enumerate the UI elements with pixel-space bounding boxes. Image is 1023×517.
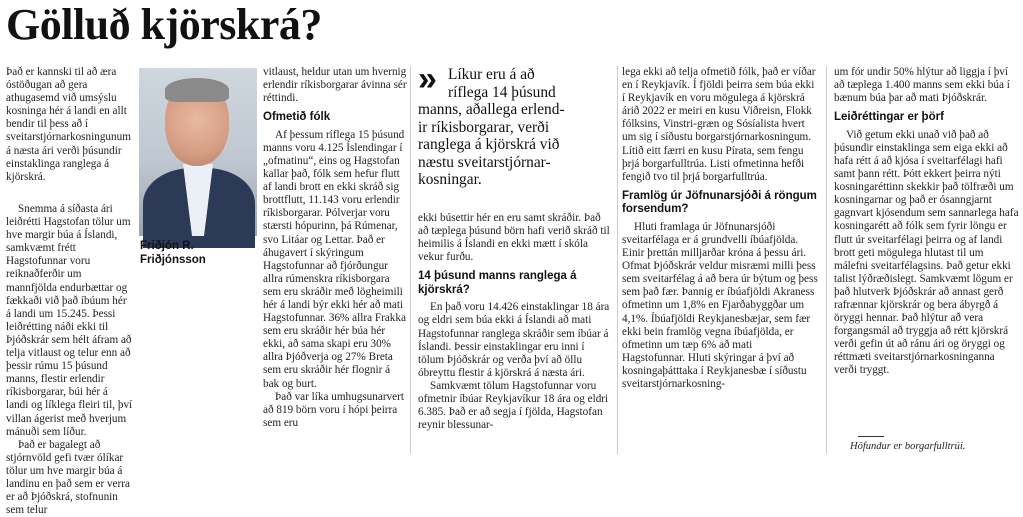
paragraph-bagalegt: Það er bagalegt að stjórnvöld gefi tvær ólíkar tölur um hve margir búa á landinu en það sem er verra er að Þjóðskrá, stofnunin sem telur xyxy=(6,438,130,517)
pull-quote-line: ir ríkisborgarar, verði xyxy=(418,118,550,136)
subhead-leidrettingar: Leiðréttingar er þörf xyxy=(834,111,944,124)
pull-quote-line: ranglega á kjörskrá við xyxy=(418,136,560,153)
paragraph-leidretting: Við getum ekki unað við það að þúsundir einstaklinga sem eiga ekki að hafa rétt á að kjósa í sveitarfélagi hafi samt þann rétt. Þótt ekkert þeirra nýti kosningaréttinn skekkir það tölfræði um kosningarnar og það er ósanngjarnt gagnvart kjósendum sem sannarlega hafa kosningarétt að fólk sem fyrir löngu er flutt úr sveitarfélagi þeirra og af landi brott geti mögulega hlutast til um málefni sveitarfélagsins. Það getur ekki talist lýðræðislegt. Samkvæmt lögum er það hlutverk Þjóðskrár að annast gerð rafrænnar kjörskrár og bera ábyrgð á öryggi hennar. Það hlýtur að vera forgangsmál að tryggja að rétt kjörskrá verði gefin út að ránu ári og öryggi og réttmæti sveitarstjórnarkosninganna verði tryggt. xyxy=(834,128,1019,377)
paragraph-born-skrad: ekki búsettir hér en eru samt skráðir. Það að tæplega þúsund börn hafi verið skráð til heimilis á Íslandi en ekki mætt í skóla vekur furðu. xyxy=(418,212,610,264)
column-divider xyxy=(826,66,827,454)
column-1-top xyxy=(6,66,133,184)
paragraph-hagstofa: Snemma á síðasta ári leiðrétti Hagstofan tölur um hve margir búa á Íslandi, samkvæmt frétt Hagstofunnar voru reiknaðferðir um mannfjölda endurbættar og fækkaði við það íbúum hér á landi um 15.245. Þessi leiðrétting náði ekki til Þjóðskrár sem hélt áfram að telja vitlaust og telur enn að þessir rúmu 15 þúsund manns, flestir erlendir ríkisborgarar, búi hér á landi og líklega fleiri til, því villan ágerist með hverjum mánuði sem líður. xyxy=(6,203,133,438)
subhead-14-thusund: 14 þúsund manns ranglega á kjörskrá? xyxy=(418,270,577,296)
paragraph-14426: En það voru 14.426 einstaklingar 18 ára og eldri sem búa ekki á Íslandi að mati Hagstofunnar ranglega skráðir sem íbúar á Íslandi. Þessir einstaklingar eru inni í tölum Þjóðskrár og verða því að öllu óbreyttu flestir á kjörskrá á næsta ári. xyxy=(418,301,610,379)
pull-quote-line: næstu sveitarstjórnar- xyxy=(418,153,551,171)
pull-quote-line: Líkur eru á að xyxy=(448,66,535,83)
paragraph-kosningathatttaka: um fór undir 50% hlýtur að liggja í því að tæplega 1.400 manns sem ekki búa í bænum búa þar að mati Þjóðskrár. xyxy=(834,66,1010,105)
author-name-line-1: Friðjón R. xyxy=(140,240,194,252)
author-signature: Höfundur er borgarfulltrúi. xyxy=(850,441,966,452)
subhead-jofnunarsjodur: Framlög úr Jöfnunarsjóði á röngum forsendum? xyxy=(622,189,817,216)
paragraph-ofmetid: Af þessum ríflega 15 þúsund manns voru 4.125 Íslendingar í „ofmatinu“, eins og Hagstofan kallar það, fólk sem hefur flutt af landi brott en ekki skráð sig brottflutt, 11.143 voru erlendir ríkisborgarar. Pólverjar voru stærsti hópurinn, þá Rúmenar, svo Litáar og Lettar. Það er áhugavert í skýringum Hagstofunnar að fjórðungur allra rúmenskra ríkisborgara sem eru skráðir með lögheimili hér á landi býr ekki hér að mati Hagstofunnar. 36% allra Frakka sem eru skráðir hér búa hér ekki, að sama skapi eru 30% allra Þjóðverja og 27% Breta sem eru skráðir hér flognir á bak og burt. xyxy=(263,128,406,390)
signature-rule xyxy=(858,436,884,437)
author-portrait xyxy=(139,68,257,236)
paragraph-vitlaust: vitlaust, heldur utan um hvernig erlendir ríkisborgarar ávinna sér réttindi. xyxy=(263,66,407,105)
headline: Gölluð kjörskrá? xyxy=(6,0,322,49)
column-4 xyxy=(622,66,818,458)
column-1-bottom xyxy=(6,197,133,517)
column-divider xyxy=(617,66,618,454)
column-5 xyxy=(834,66,1020,432)
paragraph-framlog: Hluti framlaga úr Jöfnunarsjóði sveitarfélaga er á grundvelli íbúafjölda. Einir þrettán milljarðar króna á þessu ári. Ofmat Þjóðskrár veldur misræmi milli þess sem sveitarfélag á að bera úr býtum og þess sem það fær. Þannig er íbúafjöldi Akraness ofmetinn um 1,8% en Fjarðabyggðar um 4,1%. Íbúafjöldi Reykjanesbæjar, sem fær ekki bein framlög vegna íbúafjölda, er ofmetinn um tæp 6% að mati Hagstofunnar. Hluti skýringar á því að kosningaþátttaka í Reykjanesbæ í síðustu sveitarstjórnarkosning- xyxy=(622,220,818,390)
paragraph-reykjavik: Samkvæmt tölum Hagstofunnar voru ofmetnir íbúar Reykjavíkur 18 ára og eldri 6.385. Það er að segja í fjölda, Hagstofan reynir blessunar- xyxy=(418,379,609,432)
paragraph-ofmetid-folk: lega ekki að telja ofmetið fólk, það er víðar en í Reykjavík. Í fjöldi þeirra sem búa ekki í Reykjavík en voru mögulega á kjörskrá árið 2022 er meiri en kusu Viðreisn, Flokk fólksins, Vinstri-græn og Sósíalista hvert um sig í síðustu borgarstjórnarkosningum. Lítið eitt færri en kusu Pírata, sem fengu þrjá borgarfulltrúa. Listi ofmetinna hefði fengið tvo til þrjá borgarfulltrúa. xyxy=(622,66,816,183)
author-caption xyxy=(140,240,260,267)
intro-paragraph: Það er kannski til að æra óstöðugan að gera athugasemd við umsýslu kosninga hér á landi en allt bendir til þess að í sveitarstjórnarkosningunum á næsta ári verði þúsundir einstaklinga ranglega á kjörskrá. xyxy=(6,66,131,183)
paragraph-born: Það var líka umhugsunarvert að 819 börn voru í hópi þeirra sem eru xyxy=(263,390,404,429)
pull-quote-line: kosningar. xyxy=(418,171,482,188)
column-3 xyxy=(418,212,610,457)
pull-quote-line: ríflega 14 þúsund xyxy=(448,83,556,101)
pull-quote xyxy=(418,60,614,189)
subhead-ofmetid-folk: Ofmetið fólk xyxy=(263,111,331,124)
author-name-line-2: Friðjónsson xyxy=(140,253,206,266)
pull-quote-line: manns, aðallega erlend- xyxy=(418,101,565,118)
quote-mark-icon: » xyxy=(418,60,437,98)
column-2 xyxy=(263,66,407,446)
column-divider xyxy=(410,66,411,454)
